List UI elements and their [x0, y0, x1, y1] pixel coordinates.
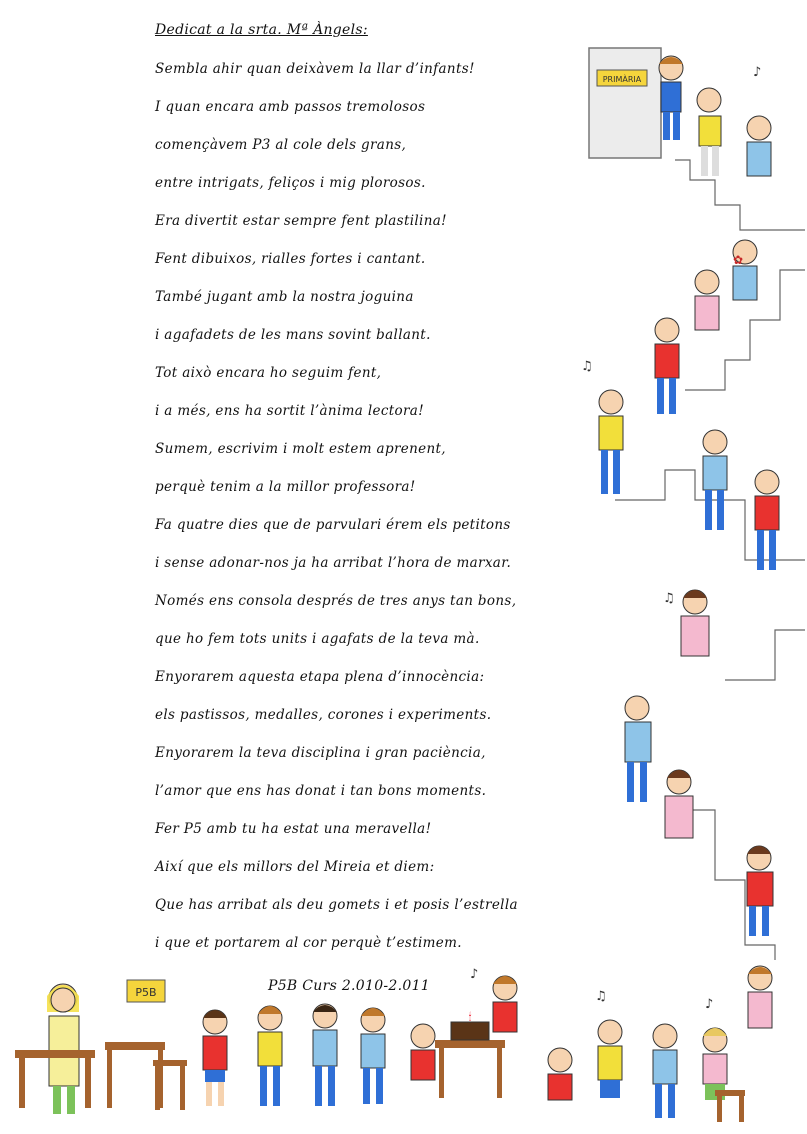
child-figure [653, 1024, 677, 1118]
poem-line [0, 400, 580, 438]
child-figure [625, 696, 651, 802]
poem-line [0, 628, 580, 666]
poem-line [0, 894, 580, 932]
verse-text: I quan encara amb passos tremolosos [155, 99, 426, 115]
child-figure [599, 390, 623, 494]
verse-text: començàvem P3 al cole dels grans, [155, 137, 407, 153]
child-figure [258, 1006, 282, 1106]
child-figure [665, 770, 693, 838]
dedication-title: Dedicat a la srta. Mª Àngels: [155, 22, 368, 38]
verse-text: També jugant amb la nostra joguina [155, 289, 414, 305]
verse-text: Tot això encara ho seguim fent, [155, 365, 382, 381]
verse-text: els pastissos, medalles, corones i experiments. [155, 707, 492, 723]
verse-text: Enyorarem aquesta etapa plena d’innocència: [155, 669, 485, 685]
verse-text: Fer P5 amb tu ha estat una meravella! [155, 821, 432, 837]
child-figure [681, 590, 709, 656]
verse-text: Sembla ahir quan deixàvem la llar d’infants! [155, 61, 475, 77]
music-note-icon: ♪ [705, 997, 714, 1012]
poem-line [0, 438, 580, 476]
child-figure [598, 1020, 622, 1098]
verse-text: l’amor que ens has donat i tan bons moments. [155, 783, 487, 799]
verse-text: perquè tenim a la millor professora! [155, 479, 416, 495]
verse-text: Fa quatre dies que de parvulari érem els petitons [155, 517, 511, 533]
child-figure [747, 846, 773, 936]
poem-line [0, 172, 580, 210]
child-figure [703, 430, 727, 530]
verse-text: i sense adonar-nos ja ha arribat l’hora de marxar. [155, 555, 512, 571]
poem-line [0, 248, 580, 286]
poem-line [0, 704, 580, 742]
child-figure [703, 1028, 727, 1100]
verse-text: entre intrigats, feliços i mig plorosos. [155, 175, 426, 191]
poem-line [0, 324, 580, 362]
child-figure [748, 966, 772, 1028]
poem [0, 58, 580, 970]
staircase-illustration [575, 30, 805, 960]
verse-text: Sumem, escrivim i molt estem aprenent, [155, 441, 446, 457]
music-note-icon: ♫ [595, 989, 607, 1004]
teacher-figure [47, 984, 79, 1114]
classroom-illustration [15, 960, 775, 1128]
candle-icon: 🕯 [468, 1012, 472, 1023]
poem-line [0, 134, 580, 172]
child-figure [695, 270, 719, 330]
poem-line [0, 58, 580, 96]
poem-line [0, 590, 580, 628]
poem-line [0, 780, 580, 818]
music-note-icon: ♪ [753, 65, 762, 80]
poem-line [0, 742, 580, 780]
music-note-icon: ♫ [663, 591, 675, 606]
verse-text: i que et portarem al cor perquè t’estimem. [155, 935, 462, 951]
poem-line [0, 514, 580, 552]
verse-text: Només ens consola després de tres anys tan bons, [155, 593, 517, 609]
poem-line [0, 286, 580, 324]
child-figure [747, 116, 771, 176]
verse-text: Era divertit estar sempre fent plastilina! [155, 213, 447, 229]
flower-icon: ✿ [733, 253, 744, 267]
child-figure [361, 1008, 385, 1104]
verse-text: Fent dibuixos, rialles fortes i cantant. [155, 251, 426, 267]
poem-line [0, 362, 580, 400]
class-footer: P5B Curs 2.010-2.011 [268, 978, 431, 994]
cake [451, 1010, 489, 1040]
door-sign: PRIMÀRIA [602, 75, 642, 84]
poem-line [0, 96, 580, 134]
child-figure [755, 470, 779, 570]
verse-text: i agafadets de les mans sovint ballant. [155, 327, 431, 343]
child-figure [655, 318, 679, 414]
child-figure [659, 56, 683, 140]
child-figure [733, 240, 757, 300]
verse-text: Així que els millors del Mireia et diem: [155, 859, 435, 875]
verse-text: Que has arribat als deu gomets i et posis l’estrella [155, 897, 518, 913]
verse-text: i a més, ens ha sortit l’ànima lectora! [155, 403, 424, 419]
poem-line [0, 856, 580, 894]
verse-text: que ho fem tots units i agafats de la teva mà. [155, 631, 480, 647]
class-sign: P5B [135, 986, 157, 999]
verse-text: Enyorarem la teva disciplina i gran paciència, [155, 745, 486, 761]
child-figure [697, 88, 721, 176]
poem-line [0, 666, 580, 704]
child-figure [313, 1004, 337, 1106]
music-note-icon: ♪ [470, 967, 479, 982]
child-figure [411, 1024, 435, 1080]
music-note-icon: ♫ [581, 359, 593, 374]
poem-line [0, 818, 580, 856]
child-figure [493, 976, 517, 1032]
child-figure [203, 1010, 227, 1106]
poem-line [0, 476, 580, 514]
poem-line [0, 552, 580, 590]
poem-line [0, 210, 580, 248]
child-figure [548, 1048, 572, 1100]
